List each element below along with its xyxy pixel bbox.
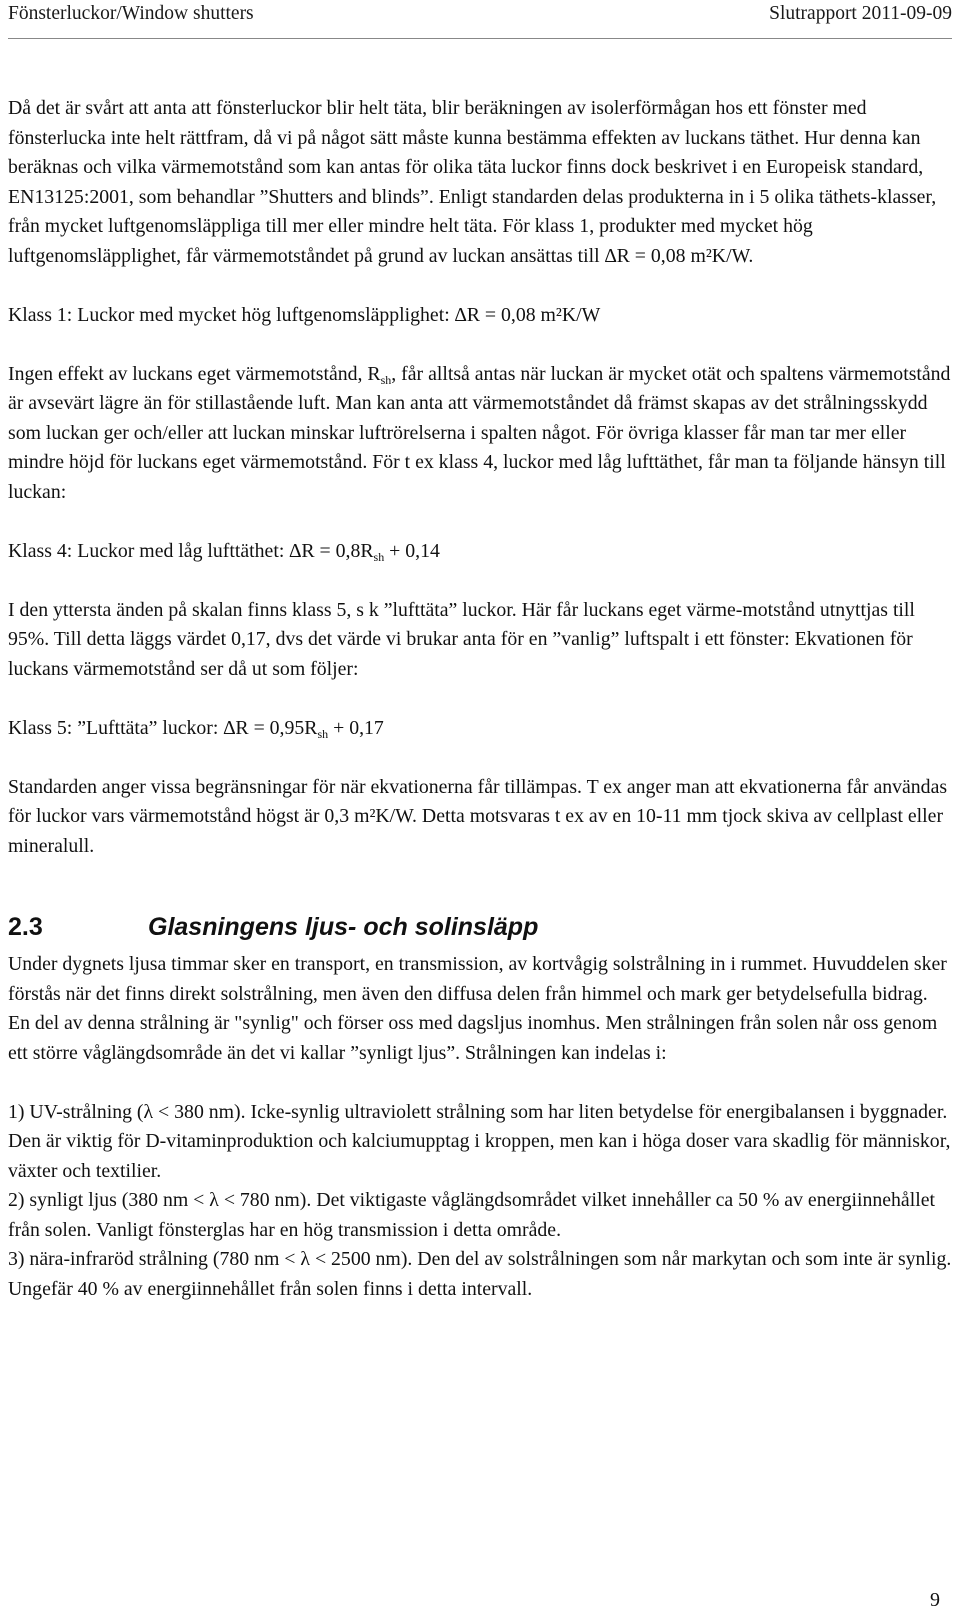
paragraph-intro: Då det är svårt att anta att fönsterluckor blir helt täta, blir beräkningen av isolerförmågan hos ett fönster med fönsterlucka inte helt rättfram, då vi på något sätt måste kunna bestämma effekten av luckans täthet. Hur denna kan beräknas och vilka värmemotstånd som kan antas för olika täta luckor finns dock beskrivet i en Europeisk standard, EN13125:2001, som behandlar ”Shutters and blinds”. Enligt standarden delas produkterna in i 5 olika täthets-klasser, från mycket luftgenomsläppliga till mer eller mindre helt täta. För klass 1, produkter med mycket hög luftgenomsläpplighet, får värmemotståndet på grund av luckan ansättas till ∆R = 0,08 m²K/W. xyxy=(8,97,937,267)
equation-klass-5-end: + 0,17 xyxy=(328,716,384,739)
list-item-near-infrared: 3) nära-infraröd strålning (780 nm < λ < 2500 nm). Den del av solstrålningen som når markytan och som inte är synlig. Ungefär 40 % av energiinnehållet från solen finns i detta intervall. xyxy=(8,1248,952,1300)
subscript-sh: sh xyxy=(317,726,329,741)
paragraph-klass-explanation-start: Ingen effekt av luckans eget värmemotstånd, R xyxy=(8,362,381,385)
equation-klass-5 xyxy=(8,714,954,744)
equation-klass-4 xyxy=(8,537,954,567)
section-heading xyxy=(8,912,954,942)
section-number: 2.3 xyxy=(8,913,43,941)
document-body xyxy=(8,94,954,1304)
equation-klass-4-end: + 0,14 xyxy=(384,539,440,562)
page-number: 9 xyxy=(930,1589,940,1611)
paragraph-klass-explanation-rest: , får alltså antas när luckan är mycket otät och spaltens värmemotstånd är avsevärt lägre än för stillastående luft. Man kan anta att värmemotståndet då främst skapas av det strålningsskydd som luckan ger och/eller att luckan minskar luftrörelserna i spalten något. För övriga klasser får man tar mer eller mindre höjd för luckans eget värmemotstånd. För t ex klass 4, luckor med låg lufttäthet, får man ta följande hänsyn till luckan: xyxy=(8,362,951,503)
paragraph-transmission: Under dygnets ljusa timmar sker en transport, en transmission, av kortvågig solstrålning in i rummet. Huvuddelen sker förstås när det finns direkt solstrålning, men även den diffusa delen från himmel och mark ger betydelsefulla bidrag. En del av denna strålning är "synlig" och förser oss med dagsljus inomhus. Men strålningen från solen når oss genom ett större våglängdsområde än det vi kallar ”synligt ljus”. Strålningen kan indelas i: xyxy=(8,953,947,1064)
subscript-sh: sh xyxy=(373,549,385,564)
list-item-visible-light: 2) synligt ljus (380 nm < λ < 780 nm). Det viktigaste våglängdsområdet vilket innehåller ca 50 % av energiinnehållet från solen. Vanligt fönsterglas har en hög transmission i detta område. xyxy=(8,1189,935,1241)
paragraph-klass-5: I den yttersta änden på skalan finns klass 5, s k ”lufttäta” luckor. Här får luckans eget värme-motstånd utnyttjas till 95%. Till detta läggs värdet 0,17, dvs det värde vi brukar anta för en ”vanlig” luftspalt i ett fönster: Ekvationen för luckans värmemotstånd ser då ut som följer: xyxy=(8,598,915,680)
equation-klass-1: Klass 1: Luckor med mycket hög luftgenomsläpplighet: ∆R = 0,08 m²K/W xyxy=(8,303,601,326)
subscript-sh: sh xyxy=(380,372,392,387)
equation-klass-5-start: Klass 5: ”Lufttäta” luckor: ∆R = 0,95R xyxy=(8,716,318,739)
header-divider xyxy=(8,38,952,39)
header-report-date: Slutrapport 2011-09-09 xyxy=(769,3,952,24)
list-item-uv: 1) UV-strålning (λ < 380 nm). Icke-synlig ultraviolett strålning som har liten betydelse för energibalansen i byggnader. Den är viktig för D-vitaminproduktion och kalciumupptag i kroppen, men kan i höga doser vara skadlig för människor, växter och textilier. xyxy=(8,1100,951,1182)
paragraph-limitations: Standarden anger vissa begränsningar för när ekvationerna får tillämpas. T ex anger man att ekvationerna får användas för luckor vars värmemotstånd högst är 0,3 m²K/W. Detta motsvaras t ex av en 10-11 mm tjock skiva av cellplast eller mineralull. xyxy=(8,775,948,857)
section-title: Glasningens ljus- och solinsläpp xyxy=(148,913,539,941)
paragraph-klass-explanation xyxy=(8,360,954,508)
equation-klass-4-start: Klass 4: Luckor med låg lufttäthet: ∆R = 0,8R xyxy=(8,539,374,562)
header-title: Fönsterluckor/Window shutters xyxy=(8,3,254,24)
